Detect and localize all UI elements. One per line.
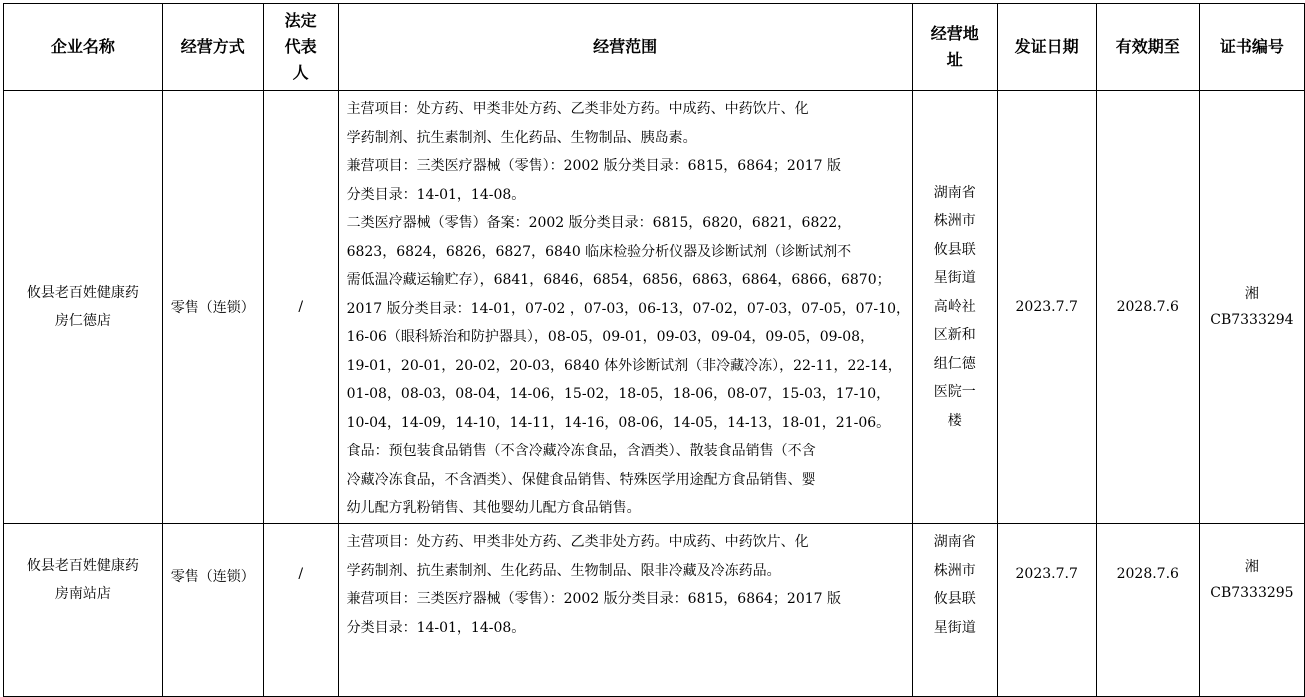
scope-line: 食品：预包装食品销售（不含冷藏冷冻食品，含酒类）、散装食品销售（不含 <box>346 443 816 460</box>
address-line: 区新和 <box>933 327 976 344</box>
valid-until-cell: 2028.7.6 <box>1096 91 1199 524</box>
address-line: 医院一 <box>933 384 976 401</box>
address-line: 株洲市 <box>933 562 976 579</box>
table-row <box>4 524 1305 697</box>
scope-line: 分类目录：14-01，14-08。 <box>346 186 526 203</box>
address-cell <box>912 524 997 697</box>
legal-rep-cell: / <box>263 524 338 697</box>
header-company-name: 企业名称 <box>4 4 163 91</box>
scope-line: 幼儿配方乳粉销售、其他婴幼儿配方食品销售。 <box>346 500 641 517</box>
header-issue-date: 发证日期 <box>997 4 1096 91</box>
company-name-line: 攸县老百姓健康药 <box>26 558 139 574</box>
cert-number-line: CB7333295 <box>1210 585 1294 601</box>
scope-line: 兼营项目：三类医疗器械（零售）：2002 版分类目录：6815，6864；2017 版 <box>346 158 841 175</box>
cert-number-cell <box>1199 524 1304 697</box>
scope-line: 2017 版分类目录：14-01，07-02 ，07-03，06-13，07-02，07-03，07-05，07-10， <box>346 300 910 317</box>
address-line: 湖南省 <box>933 534 976 550</box>
header-legal-rep-line: 代表 <box>284 37 317 56</box>
header-valid-until: 有效期至 <box>1096 4 1199 91</box>
header-address <box>912 4 997 91</box>
company-name-line: 房南站店 <box>54 586 111 602</box>
cert-number-line: CB7333294 <box>1210 312 1294 328</box>
scope-line: 学药制剂、抗生素制剂、生化药品、生物制品、胰岛素。 <box>346 129 697 146</box>
address-line: 楼 <box>947 412 962 429</box>
header-legal-rep-line: 人 <box>292 63 309 82</box>
scope-line: 6823，6824，6826，6827，6840 临床检验分析仪器及诊断试剂（诊断试剂不 <box>346 243 852 260</box>
cert-number-cell <box>1199 91 1304 524</box>
address-line: 组仁德 <box>933 355 976 372</box>
address-line: 星街道 <box>933 619 976 636</box>
scope-line: 学药制剂、抗生素制剂、生化药品、生物制品、限非冷藏及冷冻药品。 <box>346 562 781 579</box>
header-address-line: 址 <box>946 50 963 69</box>
cert-number-line: 湘 <box>1244 286 1259 302</box>
business-mode-cell: 零售（连锁） <box>162 91 263 524</box>
company-name-cell <box>4 91 163 524</box>
address-line: 星街道 <box>933 270 976 287</box>
address-line: 攸县联 <box>933 241 976 258</box>
header-business-mode: 经营方式 <box>162 4 263 91</box>
cert-number-line: 湘 <box>1244 559 1259 575</box>
legal-rep-cell: / <box>263 91 338 524</box>
header-row <box>4 4 1305 91</box>
company-name-line: 房仁德店 <box>54 313 111 329</box>
address-cell <box>912 91 997 524</box>
address-line: 高岭社 <box>933 298 976 315</box>
address-line: 株洲市 <box>933 213 976 230</box>
header-legal-rep <box>263 4 338 91</box>
issue-date-cell: 2023.7.7 <box>997 524 1096 697</box>
scope-line: 二类医疗器械（零售）备案：2002 版分类目录：6815，6820，6821，6822， <box>346 215 852 232</box>
issue-date-cell: 2023.7.7 <box>997 91 1096 524</box>
company-name-line: 攸县老百姓健康药 <box>26 285 139 301</box>
header-legal-rep-line: 法定 <box>284 11 317 30</box>
business-scope-cell <box>338 91 912 524</box>
scope-line: 10-04，14-09，14-10，14-11，14-16，08-06，14-05，14-13，18-01，21-06。 <box>346 414 891 431</box>
header-address-line: 经营地 <box>930 24 979 43</box>
scope-line: 兼营项目：三类医疗器械（零售）：2002 版分类目录：6815，6864；2017 版 <box>346 591 841 607</box>
valid-until-cell: 2028.7.6 <box>1096 524 1199 697</box>
scope-line: 01-08，08-03，08-04，14-06，15-02，18-05，18-06，08-07，15-03，17-10， <box>346 386 891 403</box>
address-line: 攸县联 <box>933 591 976 607</box>
scope-line: 冷藏冷冻食品，不含酒类）、保健食品销售、特殊医学用途配方食品销售、婴 <box>346 471 816 488</box>
business-scope-cell <box>338 524 912 697</box>
header-business-scope: 经营范围 <box>338 4 912 91</box>
table-row <box>4 91 1305 524</box>
scope-line: 主营项目：处方药、甲类非处方药、乙类非处方药。中成药、中药饮片、化 <box>346 534 809 550</box>
license-table <box>3 3 1305 697</box>
company-name-cell <box>4 524 163 697</box>
address-line: 湖南省 <box>933 184 976 201</box>
business-mode-cell: 零售（连锁） <box>162 524 263 697</box>
scope-line: 16-06（眼科矫治和防护器具），08-05，09-01，09-03，09-04，09-05，09-08， <box>346 329 875 346</box>
scope-line: 需低温冷藏运输贮存），6841，6846，6854，6856，6863，6864，6866，6870； <box>346 272 891 289</box>
scope-line: 分类目录：14-01，14-08。 <box>346 619 526 636</box>
scope-line: 主营项目：处方药、甲类非处方药、乙类非处方药。中成药、中药饮片、化 <box>346 101 809 118</box>
header-cert-number: 证书编号 <box>1199 4 1304 91</box>
scope-line: 19-01，20-01，20-02，20-03，6840 体外诊断试剂（非冷藏冷冻），22-11，22-14， <box>346 357 902 374</box>
